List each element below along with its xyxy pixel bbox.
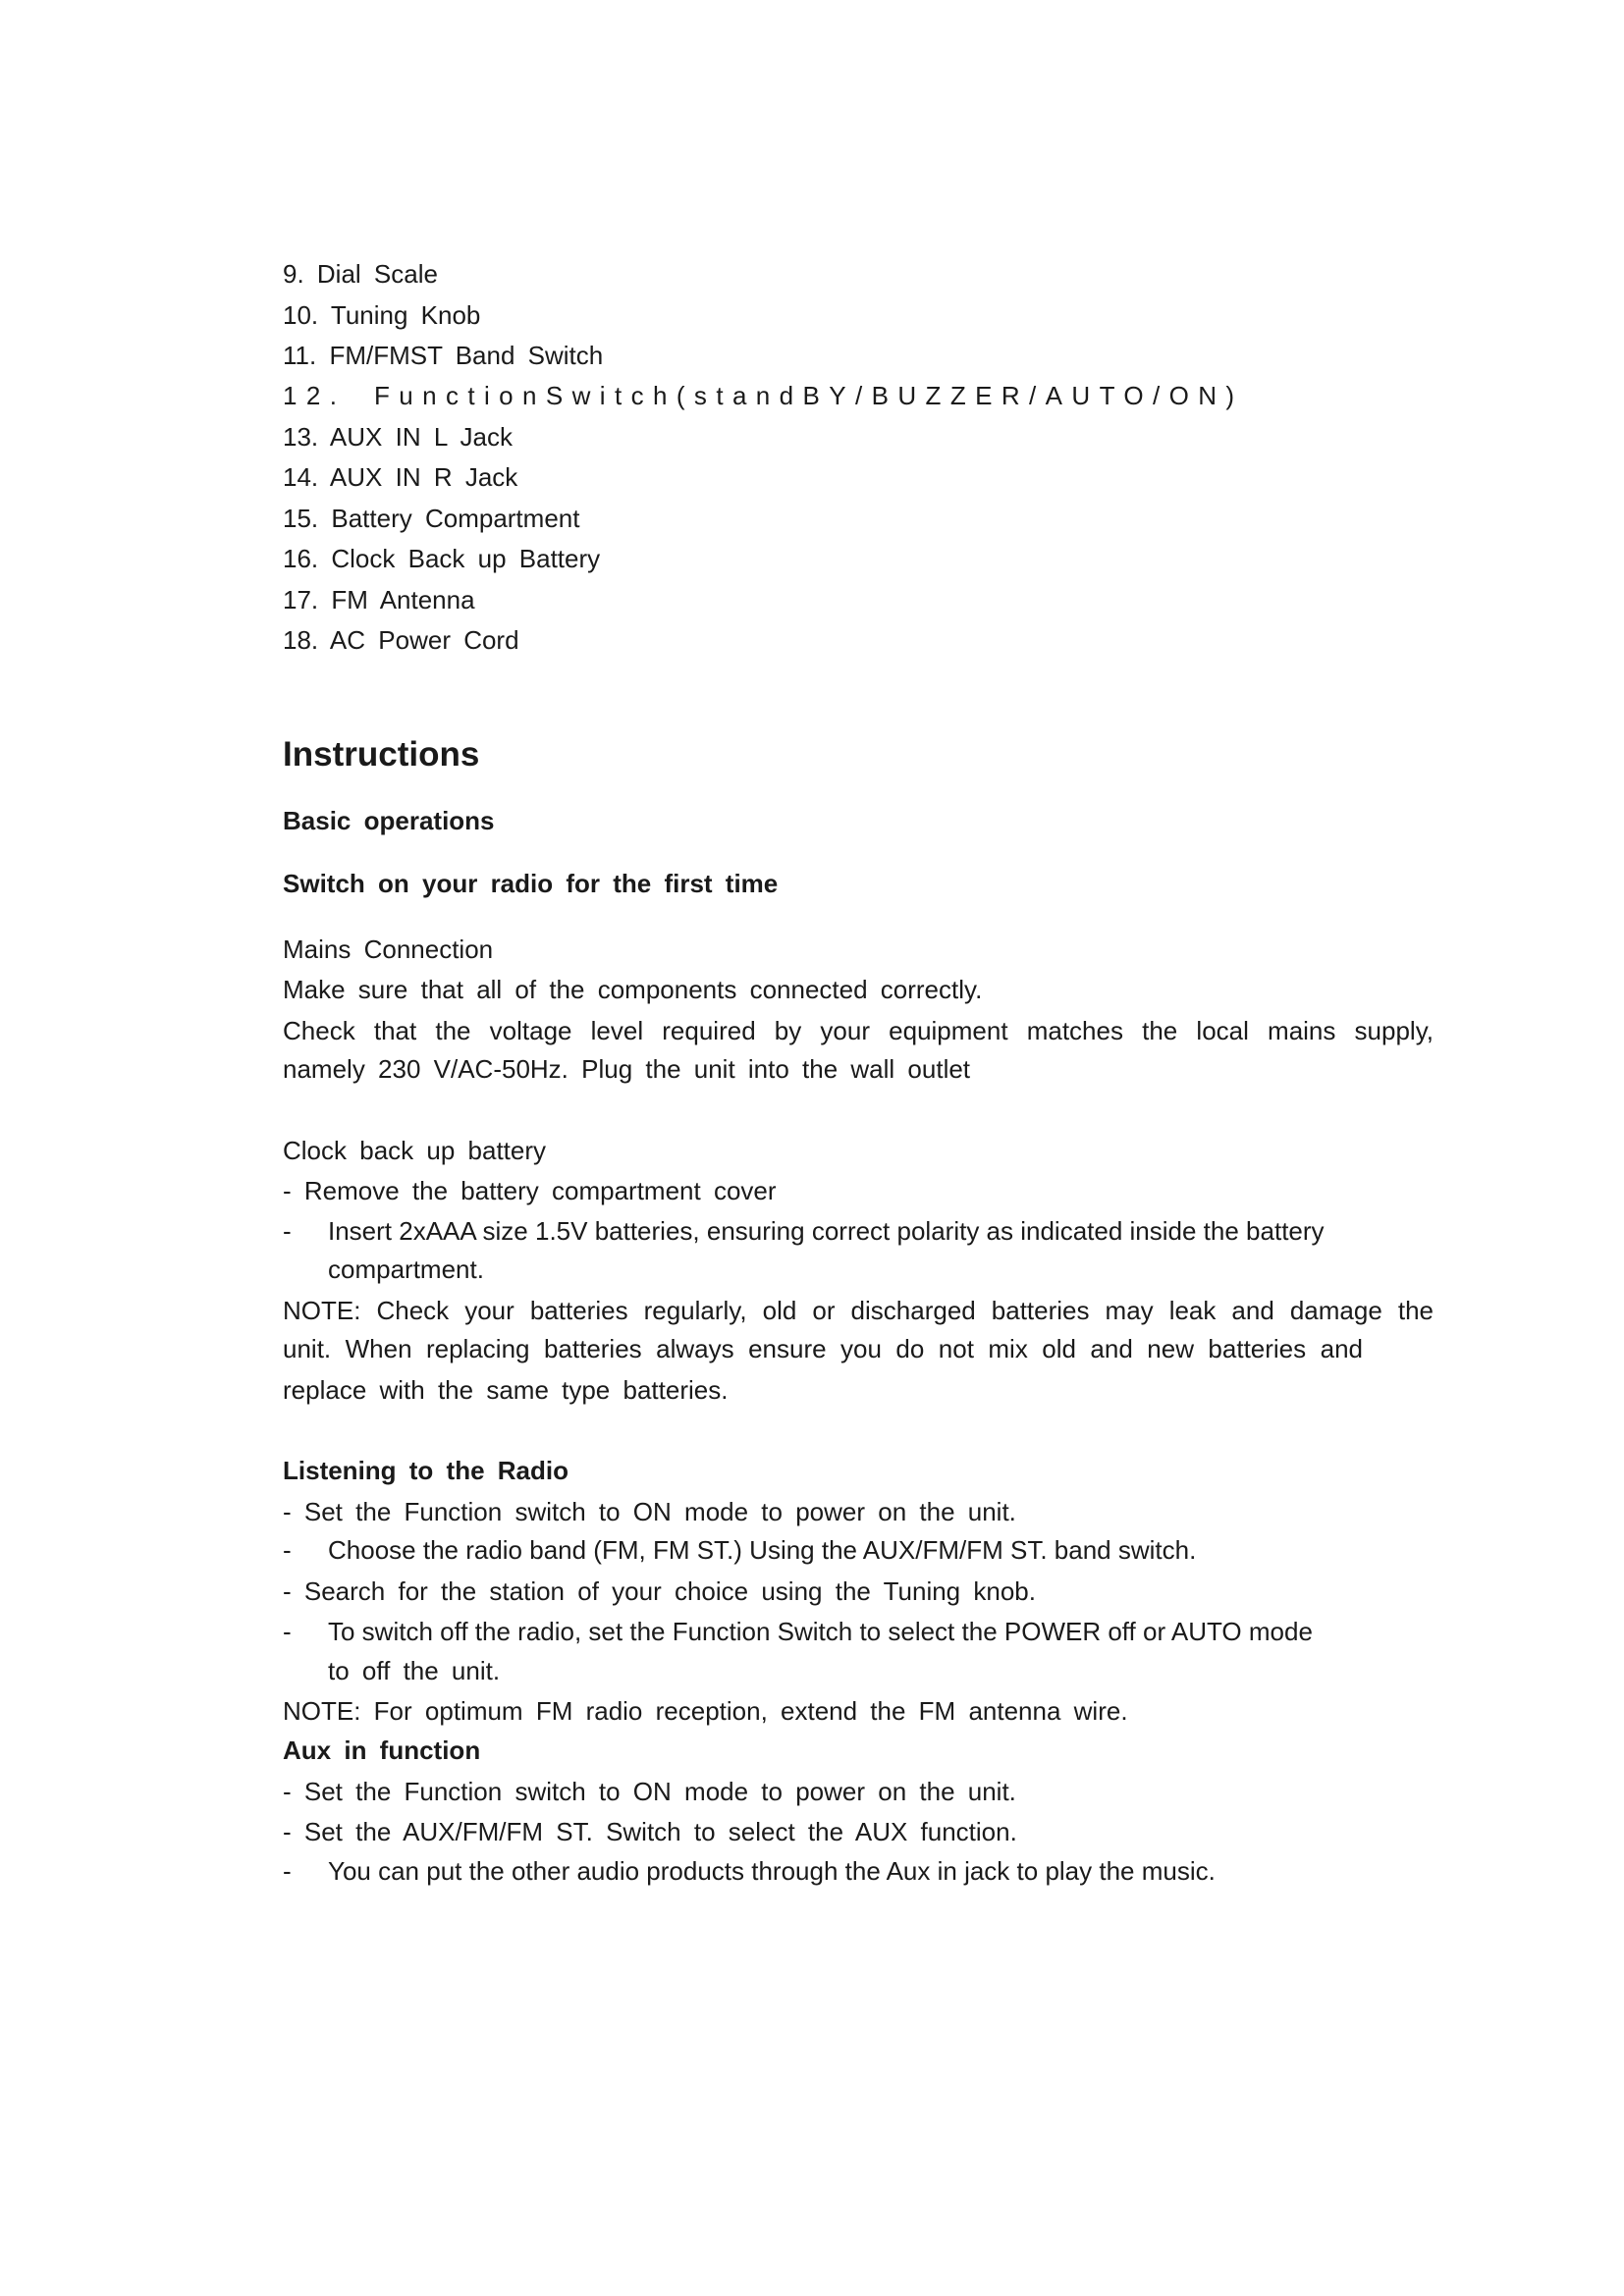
section-heading-switch-on: Switch on your radio for the first time [283, 869, 779, 898]
radio-heading: Listening to the Radio [283, 1456, 568, 1485]
battery-step-continued: compartment. [328, 1255, 484, 1284]
list-item: 16. Clock Back up Battery [283, 544, 601, 573]
radio-step-continued: to off the unit. [328, 1656, 501, 1685]
list-item: 10. Tuning Knob [283, 300, 481, 330]
list-item: 17. FM Antenna [283, 585, 475, 614]
battery-note: NOTE: Check your batteries regularly, old or discharged batteries may leak and damage the [283, 1296, 1434, 1325]
list-item: 15. Battery Compartment [283, 504, 580, 533]
list-item: 13. AUX IN L Jack [283, 422, 514, 452]
aux-step: - Set the AUX/FM/FM ST. Switch to select the AUX function. [283, 1817, 1017, 1846]
bullet-dash: - [283, 1216, 292, 1246]
radio-step: - Search for the station of your choice using the Tuning knob. [283, 1576, 1036, 1606]
aux-step: - Set the Function switch to ON mode to power on the unit. [283, 1777, 1016, 1806]
battery-step: - Remove the battery compartment cover [283, 1176, 777, 1205]
list-item: 9. Dial Scale [283, 259, 438, 289]
aux-step-text: You can put the other audio products through the Aux in jack to play the music. [328, 1856, 1216, 1886]
list-item: 12. FunctionSwitch(standBY/BUZZER/AUTO/ON) [283, 381, 1244, 410]
page-title: Instructions [283, 735, 480, 774]
battery-note: replace with the same type batteries. [283, 1375, 729, 1405]
mains-line: Make sure that all of the components connected correctly. [283, 975, 983, 1004]
radio-step: - Set the Function switch to ON mode to power on the unit. [283, 1497, 1016, 1526]
list-item: 11. FM/FMST Band Switch [283, 341, 604, 370]
mains-line: Check that the voltage level required by your equipment matches the local mains supply, [283, 1016, 1434, 1045]
bullet-dash: - [283, 1856, 292, 1886]
mains-heading: Mains Connection [283, 934, 494, 964]
aux-heading: Aux in function [283, 1735, 481, 1765]
radio-note: NOTE: For optimum FM radio reception, extend the FM antenna wire. [283, 1696, 1128, 1726]
battery-note: unit. When replacing batteries always ensure you do not mix old and new batteries and [283, 1334, 1363, 1363]
battery-step-text: Insert 2xAAA size 1.5V batteries, ensuring correct polarity as indicated inside the battery [328, 1216, 1325, 1246]
list-item: 18. AC Power Cord [283, 625, 519, 655]
radio-step-text: To switch off the radio, set the Function Switch to select the POWER off or AUTO mode [328, 1617, 1313, 1646]
mains-line: namely 230 V/AC-50Hz. Plug the unit into the wall outlet [283, 1054, 971, 1084]
list-item: 14. AUX IN R Jack [283, 462, 518, 492]
bullet-dash: - [283, 1535, 292, 1565]
radio-step-text: Choose the radio band (FM, FM ST.) Using the AUX/FM/FM ST. band switch. [328, 1535, 1197, 1565]
bullet-dash: - [283, 1617, 292, 1646]
section-heading-basic-operations: Basic operations [283, 806, 495, 835]
battery-heading: Clock back up battery [283, 1136, 547, 1165]
